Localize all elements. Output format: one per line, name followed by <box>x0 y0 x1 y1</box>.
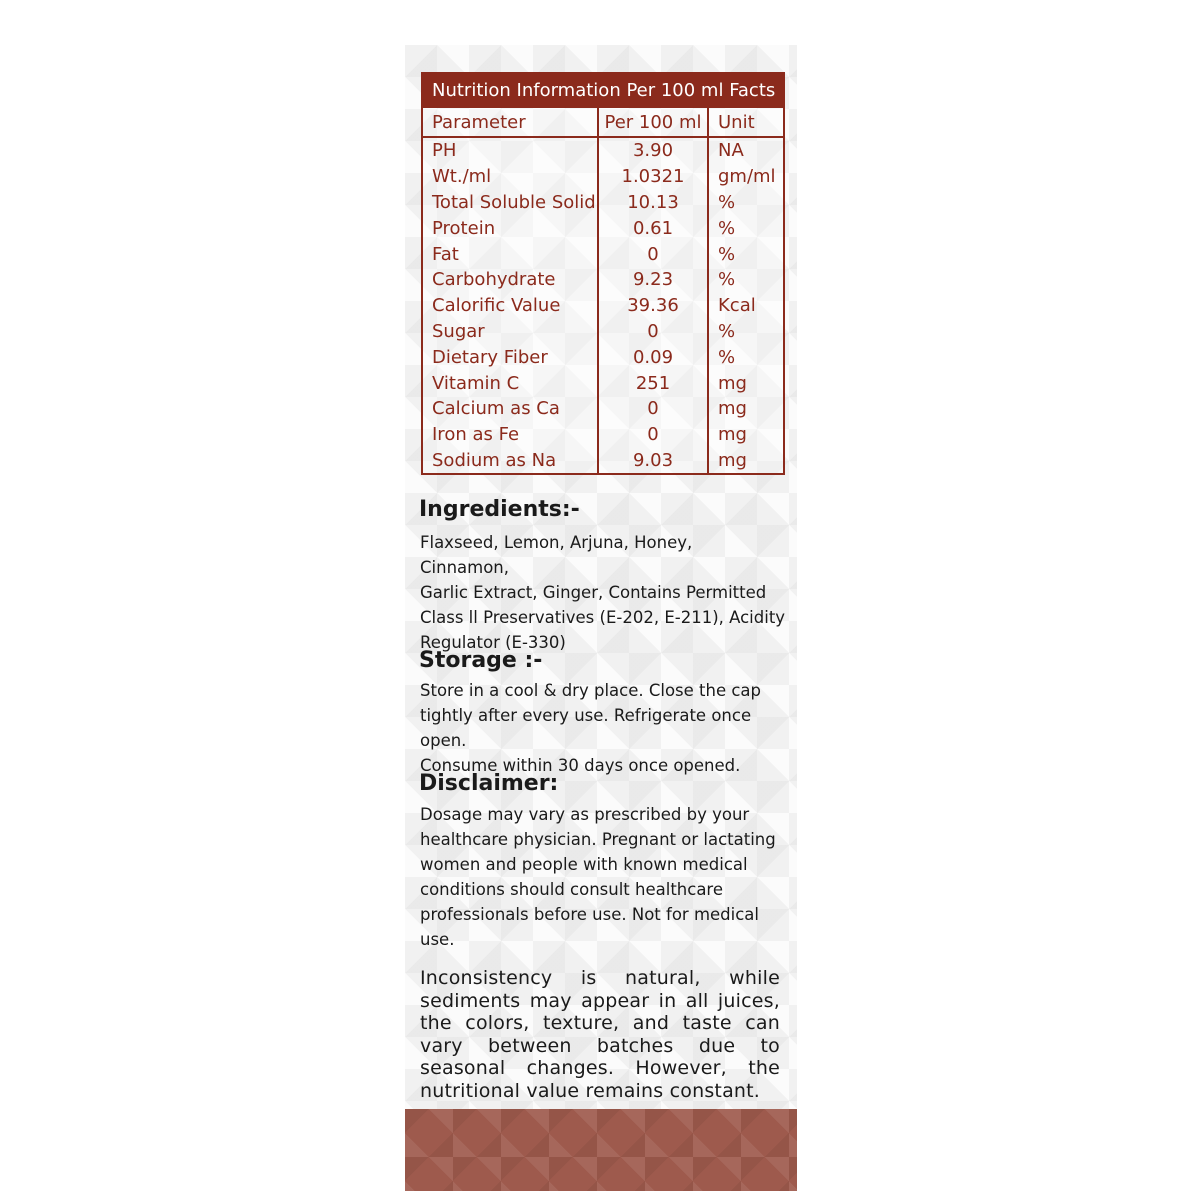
table-row <box>423 164 783 190</box>
row-unit: mg <box>718 398 747 420</box>
table-header-row <box>423 108 783 137</box>
storage-line: tightly after every use. Refrigerate once open. <box>420 706 752 750</box>
row-unit: gm/ml <box>718 166 776 188</box>
row-parameter: Wt./ml <box>423 164 598 190</box>
row-parameter: Dietary Fiber <box>423 344 598 370</box>
storage-text <box>420 678 786 778</box>
storage-line: Store in a cool & dry place. Close the cap <box>420 681 762 700</box>
row-unit: % <box>718 320 736 342</box>
disclaimer-line: women and people with known medical <box>420 855 748 874</box>
row-unit: % <box>718 346 736 368</box>
row-value: 3.90 <box>598 137 708 164</box>
row-parameter: Iron as Fe <box>423 422 598 448</box>
row-value: 39.36 <box>598 293 708 319</box>
nutrition-title: Nutrition Information Per 100 ml Facts <box>423 74 783 108</box>
table-row <box>423 137 783 164</box>
header-per-100ml: Per 100 ml <box>598 108 708 137</box>
nutrition-table <box>421 72 785 475</box>
table-row <box>423 370 783 396</box>
row-parameter: Sugar <box>423 319 598 345</box>
storage-line: Consume within 30 days once opened. <box>420 756 741 775</box>
label-panel <box>405 45 797 1191</box>
row-parameter: Calcium as Ca <box>423 396 598 422</box>
ingredients-heading: Ingredients:- <box>419 497 580 522</box>
ingredients-line: Class ll Preservatives (E-202, E-211), Acidity <box>420 608 786 627</box>
row-value: 0 <box>598 319 708 345</box>
header-unit: Unit <box>708 108 783 137</box>
row-value: 1.0321 <box>598 164 708 190</box>
table-row <box>423 241 783 267</box>
row-parameter: Carbohydrate <box>423 267 598 293</box>
disclaimer-text <box>420 802 786 952</box>
ingredients-line: Flaxseed, Lemon, Arjuna, Honey, Cinnamon, <box>420 533 693 577</box>
row-value: 0 <box>598 396 708 422</box>
row-parameter: Calorific Value <box>423 293 598 319</box>
row-value: 0 <box>598 241 708 267</box>
table-row <box>423 396 783 422</box>
row-unit: Kcal <box>718 295 756 317</box>
row-unit: % <box>718 269 736 291</box>
row-value: 9.03 <box>598 448 708 474</box>
row-parameter: Sodium as Na <box>423 448 598 474</box>
decorative-footer-band <box>405 1109 797 1191</box>
natural-variation-note: Inconsistency is natural, while sediments may appear in all juices, the colors, texture, and taste can vary between batches due to seasonal changes. However, the nutritional value remains constant. <box>420 967 780 1102</box>
row-unit: % <box>718 191 736 213</box>
row-value: 251 <box>598 370 708 396</box>
ingredients-line: Regulator (E-330) <box>420 633 566 652</box>
row-unit: mg <box>718 424 747 446</box>
ingredients-text <box>420 530 786 655</box>
disclaimer-line: professionals before use. Not for medical <box>420 905 759 924</box>
disclaimer-line: use. <box>420 930 455 949</box>
row-value: 0.09 <box>598 344 708 370</box>
row-parameter: PH <box>423 137 598 164</box>
table-row <box>423 448 783 474</box>
row-parameter: Protein <box>423 215 598 241</box>
row-unit: % <box>718 243 736 265</box>
nutrition-grid <box>423 108 783 473</box>
table-row <box>423 344 783 370</box>
row-unit: % <box>718 217 736 239</box>
table-row <box>423 190 783 216</box>
row-parameter: Vitamin C <box>423 370 598 396</box>
row-value: 9.23 <box>598 267 708 293</box>
disclaimer-line: healthcare physician. Pregnant or lactating <box>420 830 776 849</box>
table-row <box>423 267 783 293</box>
header-parameter: Parameter <box>423 108 598 137</box>
row-unit: mg <box>718 372 747 394</box>
row-value: 10.13 <box>598 190 708 216</box>
disclaimer-heading: Disclaimer: <box>419 771 559 796</box>
row-unit: NA <box>718 140 744 162</box>
row-unit: mg <box>718 449 747 471</box>
ingredients-line: Garlic Extract, Ginger, Contains Permitted <box>420 583 767 602</box>
row-parameter: Fat <box>423 241 598 267</box>
disclaimer-line: Dosage may vary as prescribed by your <box>420 805 750 824</box>
row-value: 0.61 <box>598 215 708 241</box>
table-row <box>423 293 783 319</box>
storage-heading: Storage :- <box>419 648 543 673</box>
disclaimer-line: conditions should consult healthcare <box>420 880 724 899</box>
row-value: 0 <box>598 422 708 448</box>
table-row <box>423 215 783 241</box>
table-row <box>423 422 783 448</box>
row-parameter: Total Soluble Solid <box>423 190 598 216</box>
table-row <box>423 319 783 345</box>
